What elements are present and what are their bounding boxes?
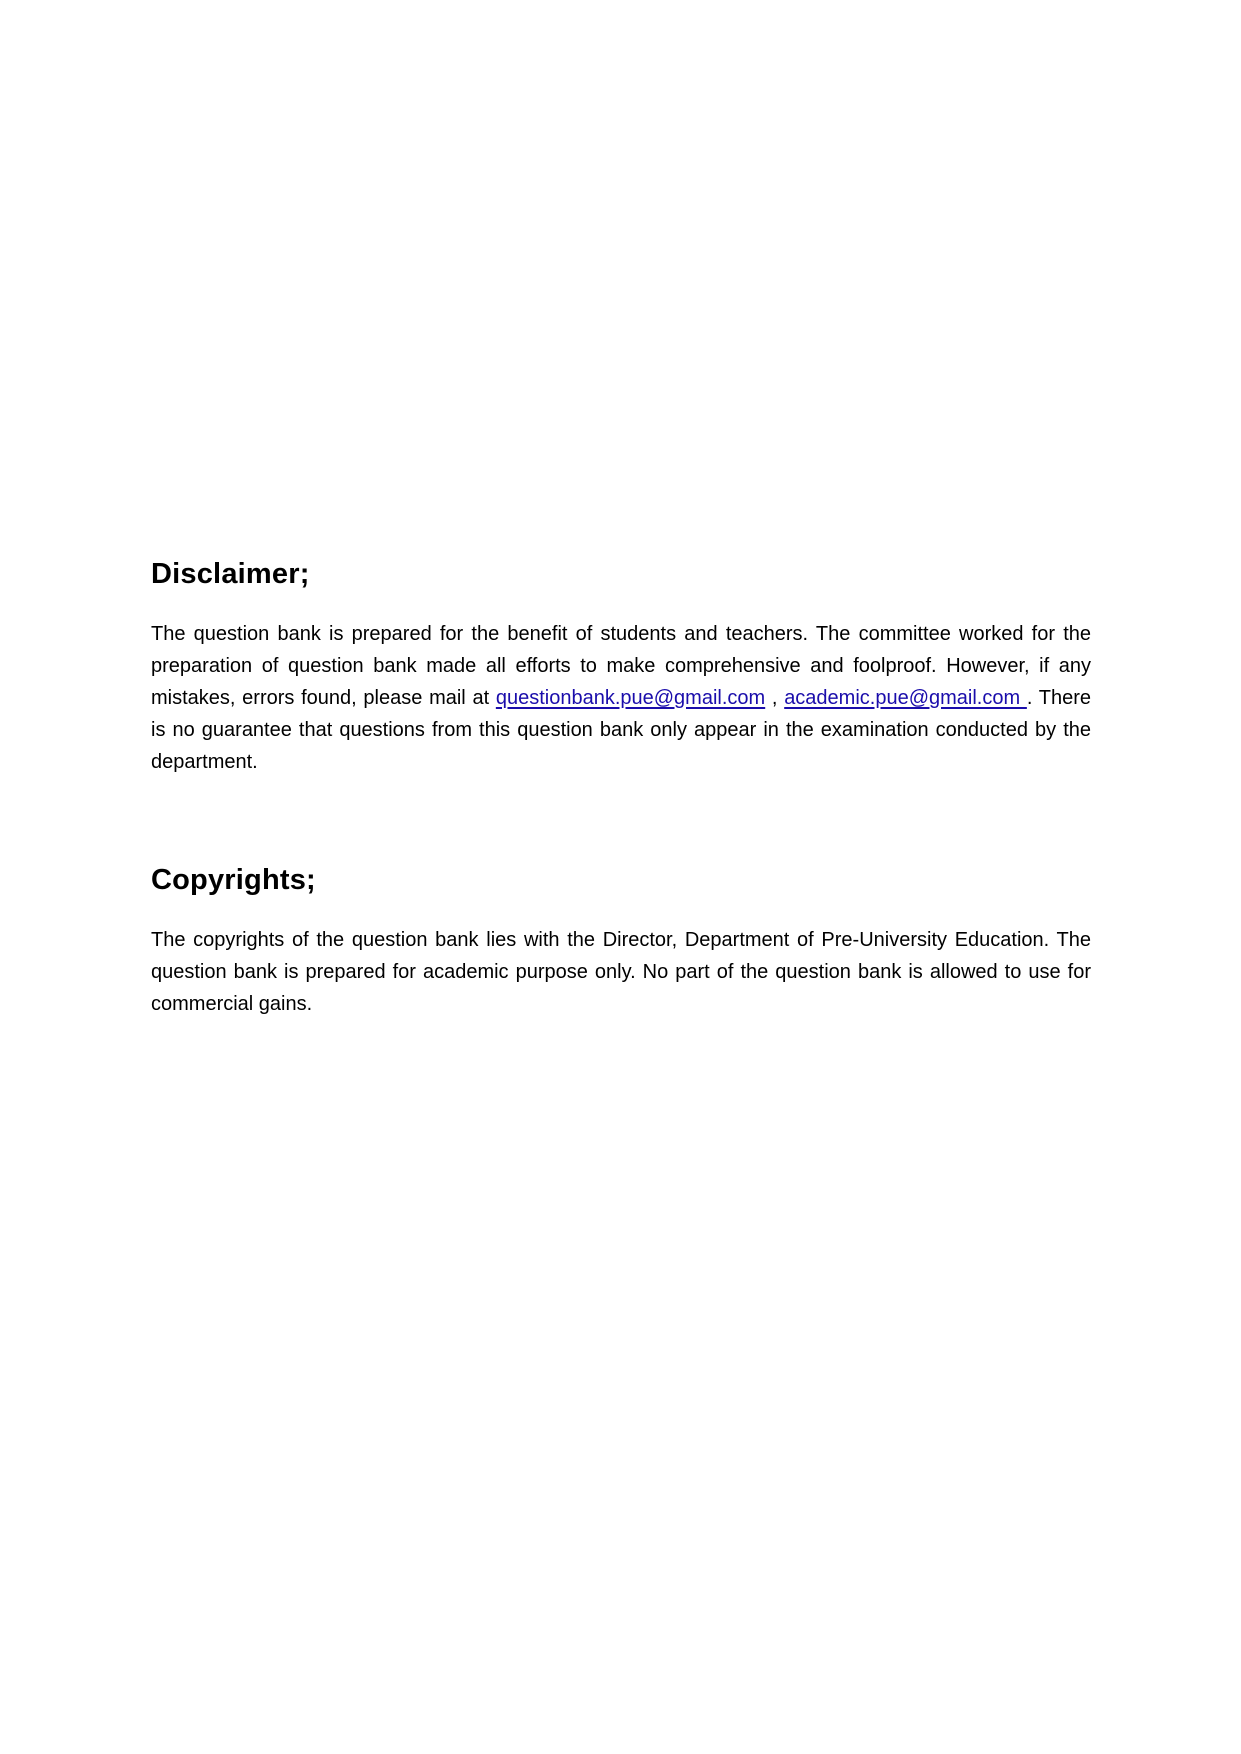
copyrights-section [151, 862, 1091, 1020]
disclaimer-heading: Disclaimer; [151, 558, 310, 590]
email-link-questionbank[interactable]: questionbank.pue@gmail.com [495, 687, 766, 709]
email-link-academic[interactable]: academic.pue@gmail.com [784, 687, 1027, 709]
copyrights-paragraph: The copyrights of the question bank lies with the Director, Department of Pre-University Education. The question bank is prepared for academic purpose only. No part of the question bank is allowed to use for commercial gains. [151, 929, 1091, 1015]
disclaimer-paragraph [151, 618, 1091, 778]
disclaimer-text-after-links: . There is no guarantee that questions from this question bank only appear in the examination conducted by the department. [151, 687, 1092, 773]
disclaimer-text-before-links: The question bank is prepared for the benefit of students and teachers. The committee worked for the preparation of question bank made all efforts to make comprehensive and foolproof. However, if any mistakes, errors found, please mail at [151, 623, 1091, 709]
disclaimer-section [151, 556, 1091, 778]
email-separator: , [765, 687, 785, 709]
copyrights-heading: Copyrights; [151, 864, 316, 896]
